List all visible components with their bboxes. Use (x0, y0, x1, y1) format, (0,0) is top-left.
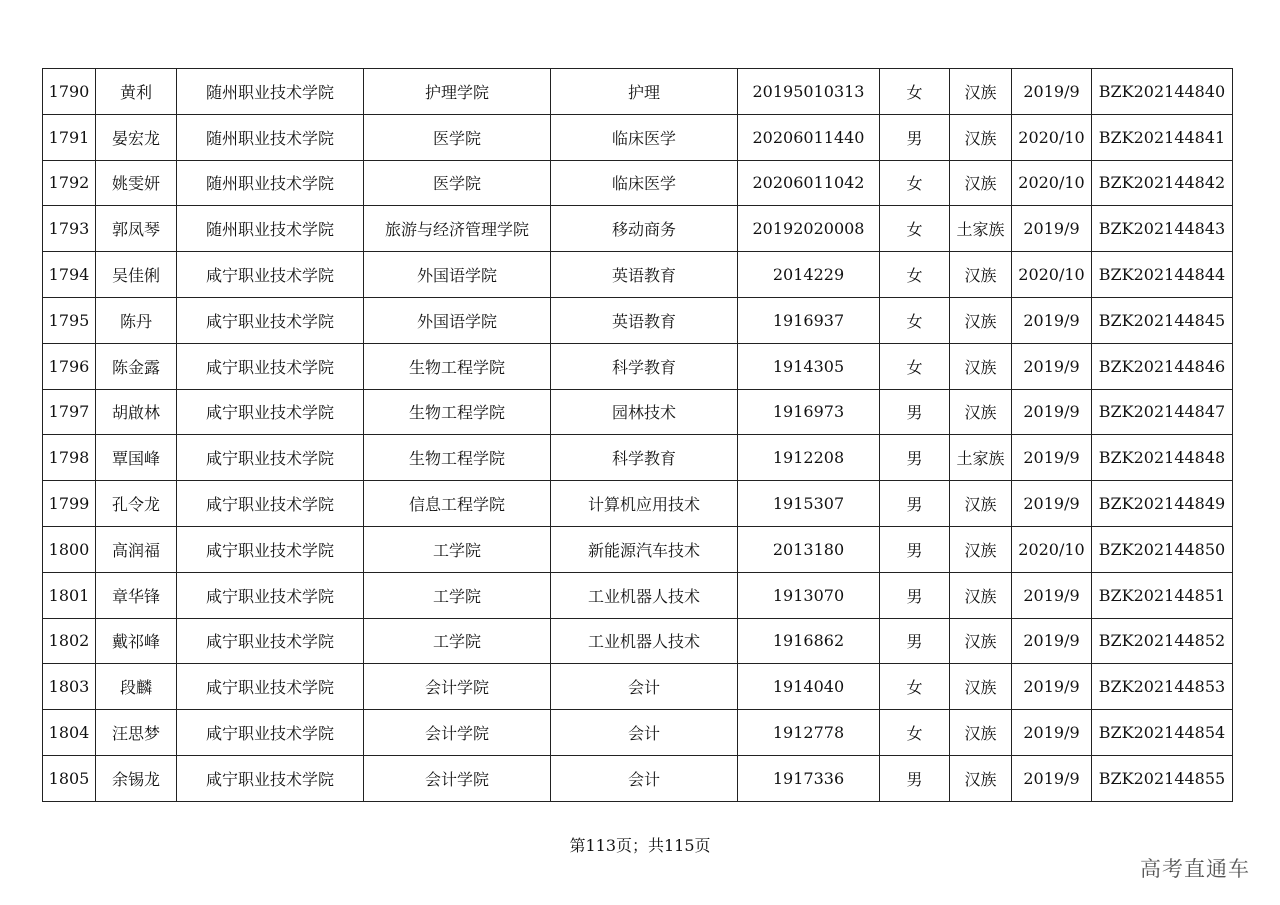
gender-cell: 男 (880, 435, 950, 481)
row-number-cell: 1804 (43, 710, 96, 756)
student-id-cell: 20192020008 (738, 206, 880, 252)
ethnicity-cell: 汉族 (950, 755, 1012, 801)
gender-cell: 男 (880, 618, 950, 664)
student-id-cell: 20195010313 (738, 69, 880, 115)
college-cell: 会计学院 (364, 664, 551, 710)
row-number-cell: 1799 (43, 481, 96, 527)
student-id-cell: 1916862 (738, 618, 880, 664)
gender-cell: 男 (880, 572, 950, 618)
student-id-cell: 1914305 (738, 343, 880, 389)
student-id-cell: 1913070 (738, 572, 880, 618)
major-cell: 科学教育 (551, 435, 738, 481)
school-cell: 随州职业技术学院 (177, 160, 364, 206)
college-cell: 旅游与经济管理学院 (364, 206, 551, 252)
school-cell: 咸宁职业技术学院 (177, 572, 364, 618)
certificate-number-cell: BZK202144853 (1092, 664, 1233, 710)
student-id-cell: 20206011042 (738, 160, 880, 206)
gender-cell: 女 (880, 252, 950, 298)
table-row (43, 297, 1233, 343)
table-row (43, 252, 1233, 298)
major-cell: 园林技术 (551, 389, 738, 435)
school-cell: 随州职业技术学院 (177, 69, 364, 115)
gender-cell: 女 (880, 664, 950, 710)
college-cell: 护理学院 (364, 69, 551, 115)
major-cell: 新能源汽车技术 (551, 526, 738, 572)
ethnicity-cell: 土家族 (950, 435, 1012, 481)
ethnicity-cell: 汉族 (950, 160, 1012, 206)
student-name-cell: 孔令龙 (96, 481, 177, 527)
table-row (43, 618, 1233, 664)
school-cell: 咸宁职业技术学院 (177, 389, 364, 435)
college-cell: 生物工程学院 (364, 343, 551, 389)
college-cell: 工学院 (364, 572, 551, 618)
major-cell: 临床医学 (551, 114, 738, 160)
college-cell: 外国语学院 (364, 252, 551, 298)
table-row (43, 481, 1233, 527)
watermark-logo: 高考直通车 (1140, 857, 1250, 881)
student-name-cell: 陈金露 (96, 343, 177, 389)
row-number-cell: 1803 (43, 664, 96, 710)
major-cell: 工业机器人技术 (551, 618, 738, 664)
gender-cell: 男 (880, 755, 950, 801)
school-cell: 咸宁职业技术学院 (177, 664, 364, 710)
table-row (43, 526, 1233, 572)
certificate-number-cell: BZK202144849 (1092, 481, 1233, 527)
college-cell: 医学院 (364, 114, 551, 160)
enroll-date-cell: 2019/9 (1012, 435, 1092, 481)
student-id-cell: 2013180 (738, 526, 880, 572)
certificate-number-cell: BZK202144846 (1092, 343, 1233, 389)
table-row (43, 664, 1233, 710)
row-number-cell: 1795 (43, 297, 96, 343)
table-row (43, 755, 1233, 801)
certificate-number-cell: BZK202144851 (1092, 572, 1233, 618)
ethnicity-cell: 汉族 (950, 481, 1012, 527)
college-cell: 会计学院 (364, 710, 551, 756)
student-record-sheet (42, 68, 1232, 802)
enroll-date-cell: 2019/9 (1012, 618, 1092, 664)
major-cell: 科学教育 (551, 343, 738, 389)
row-number-cell: 1793 (43, 206, 96, 252)
college-cell: 生物工程学院 (364, 389, 551, 435)
table-row (43, 343, 1233, 389)
student-name-cell: 陈丹 (96, 297, 177, 343)
certificate-number-cell: BZK202144854 (1092, 710, 1233, 756)
student-id-cell: 1917336 (738, 755, 880, 801)
student-name-cell: 吴佳俐 (96, 252, 177, 298)
student-name-cell: 黄利 (96, 69, 177, 115)
school-cell: 咸宁职业技术学院 (177, 343, 364, 389)
student-name-cell: 戴祁峰 (96, 618, 177, 664)
ethnicity-cell: 汉族 (950, 114, 1012, 160)
major-cell: 工业机器人技术 (551, 572, 738, 618)
certificate-number-cell: BZK202144855 (1092, 755, 1233, 801)
row-number-cell: 1798 (43, 435, 96, 481)
major-cell: 英语教育 (551, 252, 738, 298)
gender-cell: 女 (880, 710, 950, 756)
student-name-cell: 姚雯妍 (96, 160, 177, 206)
major-cell: 会计 (551, 710, 738, 756)
school-cell: 咸宁职业技术学院 (177, 755, 364, 801)
row-number-cell: 1805 (43, 755, 96, 801)
student-id-cell: 1916937 (738, 297, 880, 343)
student-id-cell: 2014229 (738, 252, 880, 298)
major-cell: 护理 (551, 69, 738, 115)
row-number-cell: 1802 (43, 618, 96, 664)
ethnicity-cell: 汉族 (950, 389, 1012, 435)
certificate-number-cell: BZK202144843 (1092, 206, 1233, 252)
table-row (43, 572, 1233, 618)
school-cell: 咸宁职业技术学院 (177, 435, 364, 481)
enroll-date-cell: 2019/9 (1012, 297, 1092, 343)
page-number: 第113页；共115页 (569, 836, 711, 855)
enroll-date-cell: 2019/9 (1012, 206, 1092, 252)
certificate-number-cell: BZK202144840 (1092, 69, 1233, 115)
college-cell: 工学院 (364, 618, 551, 664)
college-cell: 工学院 (364, 526, 551, 572)
certificate-number-cell: BZK202144841 (1092, 114, 1233, 160)
row-number-cell: 1797 (43, 389, 96, 435)
major-cell: 计算机应用技术 (551, 481, 738, 527)
student-name-cell: 晏宏龙 (96, 114, 177, 160)
school-cell: 咸宁职业技术学院 (177, 252, 364, 298)
certificate-number-cell: BZK202144844 (1092, 252, 1233, 298)
student-id-cell: 1914040 (738, 664, 880, 710)
major-cell: 会计 (551, 664, 738, 710)
ethnicity-cell: 汉族 (950, 664, 1012, 710)
college-cell: 会计学院 (364, 755, 551, 801)
gender-cell: 女 (880, 206, 950, 252)
ethnicity-cell: 汉族 (950, 69, 1012, 115)
school-cell: 咸宁职业技术学院 (177, 526, 364, 572)
certificate-number-cell: BZK202144847 (1092, 389, 1233, 435)
table-row (43, 206, 1233, 252)
school-cell: 咸宁职业技术学院 (177, 297, 364, 343)
table-row (43, 389, 1233, 435)
major-cell: 临床医学 (551, 160, 738, 206)
school-cell: 随州职业技术学院 (177, 114, 364, 160)
enroll-date-cell: 2019/9 (1012, 69, 1092, 115)
ethnicity-cell: 汉族 (950, 297, 1012, 343)
college-cell: 生物工程学院 (364, 435, 551, 481)
enroll-date-cell: 2019/9 (1012, 572, 1092, 618)
school-cell: 咸宁职业技术学院 (177, 481, 364, 527)
student-id-cell: 1912208 (738, 435, 880, 481)
enroll-date-cell: 2019/9 (1012, 664, 1092, 710)
row-number-cell: 1801 (43, 572, 96, 618)
student-id-cell: 1916973 (738, 389, 880, 435)
certificate-number-cell: BZK202144850 (1092, 526, 1233, 572)
student-name-cell: 段麟 (96, 664, 177, 710)
row-number-cell: 1791 (43, 114, 96, 160)
college-cell: 信息工程学院 (364, 481, 551, 527)
student-id-cell: 1912778 (738, 710, 880, 756)
school-cell: 随州职业技术学院 (177, 206, 364, 252)
gender-cell: 女 (880, 69, 950, 115)
row-number-cell: 1794 (43, 252, 96, 298)
gender-cell: 女 (880, 343, 950, 389)
student-table (42, 68, 1233, 802)
enroll-date-cell: 2019/9 (1012, 710, 1092, 756)
college-cell: 医学院 (364, 160, 551, 206)
enroll-date-cell: 2019/9 (1012, 755, 1092, 801)
school-cell: 咸宁职业技术学院 (177, 710, 364, 756)
ethnicity-cell: 汉族 (950, 710, 1012, 756)
table-row (43, 160, 1233, 206)
gender-cell: 男 (880, 481, 950, 527)
major-cell: 移动商务 (551, 206, 738, 252)
student-name-cell: 覃国峰 (96, 435, 177, 481)
student-id-cell: 20206011440 (738, 114, 880, 160)
major-cell: 会计 (551, 755, 738, 801)
school-cell: 咸宁职业技术学院 (177, 618, 364, 664)
student-name-cell: 余锡龙 (96, 755, 177, 801)
student-name-cell: 胡啟林 (96, 389, 177, 435)
table-row (43, 435, 1233, 481)
table-row (43, 69, 1233, 115)
ethnicity-cell: 土家族 (950, 206, 1012, 252)
gender-cell: 女 (880, 297, 950, 343)
certificate-number-cell: BZK202144852 (1092, 618, 1233, 664)
enroll-date-cell: 2020/10 (1012, 160, 1092, 206)
row-number-cell: 1800 (43, 526, 96, 572)
gender-cell: 男 (880, 389, 950, 435)
enroll-date-cell: 2019/9 (1012, 389, 1092, 435)
enroll-date-cell: 2019/9 (1012, 481, 1092, 527)
enroll-date-cell: 2020/10 (1012, 252, 1092, 298)
ethnicity-cell: 汉族 (950, 343, 1012, 389)
certificate-number-cell: BZK202144842 (1092, 160, 1233, 206)
college-cell: 外国语学院 (364, 297, 551, 343)
row-number-cell: 1796 (43, 343, 96, 389)
gender-cell: 男 (880, 526, 950, 572)
student-name-cell: 汪思梦 (96, 710, 177, 756)
major-cell: 英语教育 (551, 297, 738, 343)
student-name-cell: 郭凤琴 (96, 206, 177, 252)
table-row (43, 710, 1233, 756)
table-body (43, 69, 1233, 802)
student-name-cell: 高润福 (96, 526, 177, 572)
ethnicity-cell: 汉族 (950, 252, 1012, 298)
ethnicity-cell: 汉族 (950, 572, 1012, 618)
student-name-cell: 章华锋 (96, 572, 177, 618)
enroll-date-cell: 2020/10 (1012, 114, 1092, 160)
row-number-cell: 1790 (43, 69, 96, 115)
certificate-number-cell: BZK202144848 (1092, 435, 1233, 481)
enroll-date-cell: 2019/9 (1012, 343, 1092, 389)
ethnicity-cell: 汉族 (950, 526, 1012, 572)
enroll-date-cell: 2020/10 (1012, 526, 1092, 572)
ethnicity-cell: 汉族 (950, 618, 1012, 664)
certificate-number-cell: BZK202144845 (1092, 297, 1233, 343)
gender-cell: 女 (880, 160, 950, 206)
gender-cell: 男 (880, 114, 950, 160)
row-number-cell: 1792 (43, 160, 96, 206)
student-id-cell: 1915307 (738, 481, 880, 527)
table-row (43, 114, 1233, 160)
